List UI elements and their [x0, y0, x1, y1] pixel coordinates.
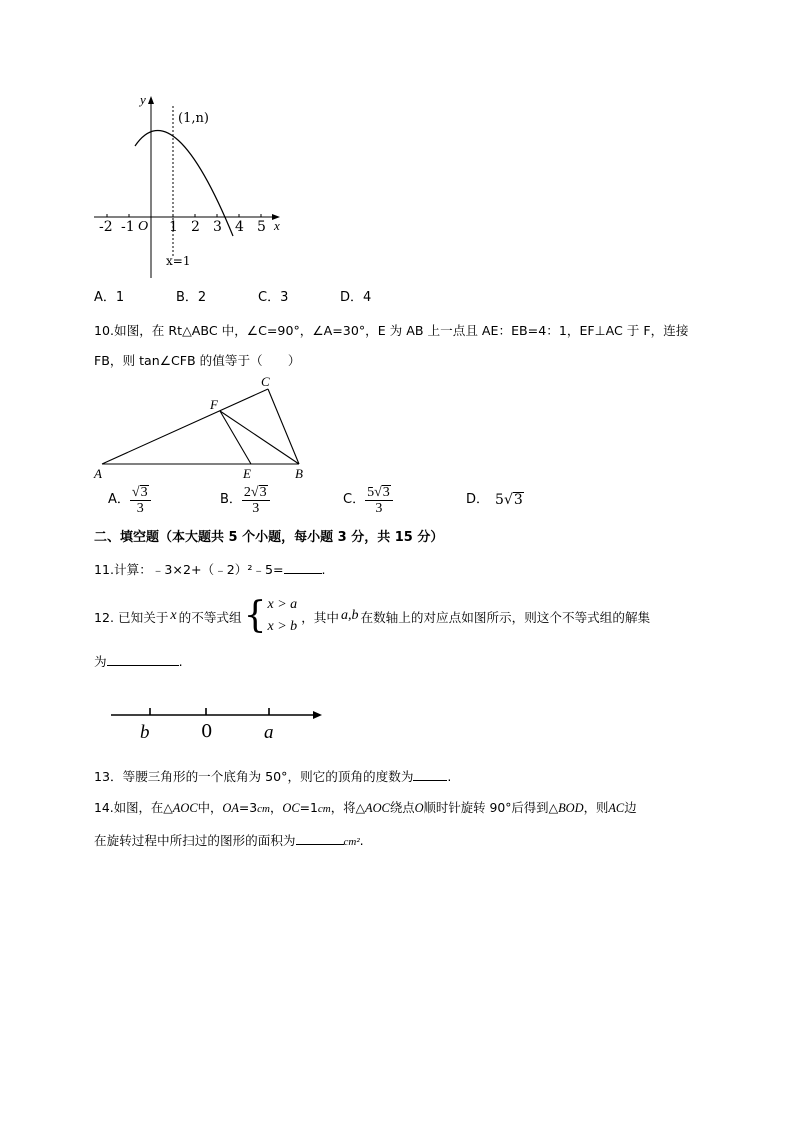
- q9-option-c: C．3: [258, 290, 289, 305]
- coefficient: 5: [367, 484, 375, 500]
- q14-line1: [94, 800, 637, 817]
- inequality-1: x > a: [267, 597, 298, 612]
- inequality-2: x > b: [267, 619, 298, 634]
- coefficient: 5: [495, 492, 504, 508]
- number-line-label-b: b: [140, 722, 150, 743]
- q12-line2-text: 为: [94, 654, 107, 669]
- denominator: 3: [375, 500, 383, 516]
- y-axis-label: y: [140, 92, 146, 107]
- q10-text-line2: FB，则 tan∠CFB 的值等于（ ）: [94, 353, 301, 368]
- q14-line2: [94, 832, 364, 850]
- number-line-label-a: a: [264, 722, 274, 743]
- q14-text: 14.如图，在△: [94, 800, 173, 815]
- q14-text: =3: [238, 800, 258, 815]
- q14-text: 绕点: [389, 800, 415, 815]
- number-line-label-0: 0: [201, 721, 213, 742]
- origin-label: O: [138, 219, 149, 234]
- q14-text: ，则: [583, 800, 609, 815]
- vertex-e-label: E: [243, 466, 251, 481]
- q13-text: 13．等腰三角形的一个底角为 50°，则它的顶角的度数为: [94, 769, 414, 784]
- tick-label: -1: [121, 219, 135, 235]
- x-axis-label: x: [274, 218, 280, 233]
- tick-label: 1: [169, 219, 178, 235]
- radicand: 3: [382, 484, 390, 500]
- q12-mid: 的不等式组: [178, 609, 242, 625]
- q12-line2: [94, 653, 183, 670]
- section-title: 二、填空题（本大题共 5 个小题，每小题 3 分，共 15 分）: [94, 530, 444, 545]
- vertex-f-label: F: [210, 397, 218, 412]
- q14-text: 中，: [197, 800, 223, 815]
- symmetry-line-label: x=1: [166, 254, 191, 268]
- q12-line1: [94, 591, 650, 641]
- answer-blank: [413, 768, 447, 781]
- answer-blank: [107, 653, 179, 666]
- q14-var: AOC: [365, 801, 390, 815]
- q14-var: AC: [608, 801, 625, 815]
- q12-prefix: 12. 已知关于: [94, 609, 169, 625]
- option-label: A．: [108, 492, 130, 507]
- coefficient: 2: [243, 484, 251, 500]
- q14-text: ，: [270, 800, 283, 815]
- radicand: 3: [513, 492, 523, 508]
- vertex-c-label: C: [261, 374, 270, 389]
- triangle-figure: [96, 382, 311, 472]
- vertex-b-label: B: [295, 466, 303, 481]
- q11-text: 11.计算：﹣3×2+（﹣2）²﹣5=: [94, 562, 284, 577]
- option-label: C．: [343, 492, 366, 507]
- q9-option-b: B．2: [176, 290, 207, 305]
- tick-label: 2: [191, 219, 200, 235]
- tick-label: 4: [235, 219, 244, 235]
- q14-var: O: [414, 801, 424, 815]
- q12-end: .: [178, 654, 183, 669]
- q11: [94, 561, 326, 578]
- q10-option-d: D． 5√3: [466, 492, 523, 508]
- q14-var: OC: [282, 801, 300, 815]
- option-label: B．: [220, 492, 242, 507]
- number-line: [108, 703, 328, 723]
- radicand: 3: [259, 484, 267, 500]
- radicand: 3: [140, 484, 148, 500]
- q11-end: .: [321, 562, 326, 577]
- tick-label: -2: [99, 219, 113, 235]
- q10-option-c: C． $\frac{5√3}{3}$: [343, 480, 393, 520]
- q14-unit: cm: [317, 803, 331, 815]
- answer-blank: [284, 561, 322, 574]
- vertex-a-label: A: [94, 466, 102, 481]
- q13: [94, 768, 451, 785]
- q14-var: BOD: [558, 801, 584, 815]
- q12-suffix-a: ，其中: [301, 609, 339, 625]
- denominator: 3: [252, 500, 260, 516]
- vertex-label: (1,n): [178, 111, 209, 126]
- answer-blank: [296, 832, 344, 845]
- q13-end: .: [447, 769, 452, 784]
- denominator: 3: [136, 500, 144, 516]
- q14-text: 边: [624, 800, 637, 815]
- q14-var: AOC: [172, 801, 198, 815]
- tick-label: 5: [257, 219, 266, 235]
- q12-var: x: [170, 608, 177, 623]
- q10-text-line1: 10.如图，在 Rt△ABC 中，∠C=90°，∠A=30°，E 为 AB 上一点且 AE：EB=4：1，EF⊥AC 于 F，连接: [94, 323, 689, 338]
- tick-label: 3: [213, 219, 222, 235]
- q14-line2-text: 在旋转过程中所扫过的图形的面积为: [94, 833, 296, 848]
- q12-suffix-b: 在数轴上的对应点如图所示，则这个不等式组的解集: [360, 609, 651, 625]
- option-label: D．: [466, 492, 490, 507]
- q9-option-d: D．4: [340, 290, 372, 305]
- q14-end: .: [359, 833, 364, 848]
- q14-text: =1: [299, 800, 318, 815]
- q14-unit: cm²: [343, 836, 360, 848]
- q14-var: OA: [222, 801, 239, 815]
- q12-ab: a,b: [340, 608, 359, 623]
- q14-text: ，将△: [330, 800, 366, 815]
- q10-option-a: A． $\frac{√3}{3}$: [108, 480, 151, 520]
- q9-option-a: A．1: [94, 290, 125, 305]
- q10-option-b: B． $\frac{2√3}{3}$: [220, 480, 270, 520]
- brace-icon: {: [243, 595, 267, 636]
- q14-text: 顺时针旋转 90°后得到△: [423, 800, 559, 815]
- q14-unit: cm: [257, 803, 270, 815]
